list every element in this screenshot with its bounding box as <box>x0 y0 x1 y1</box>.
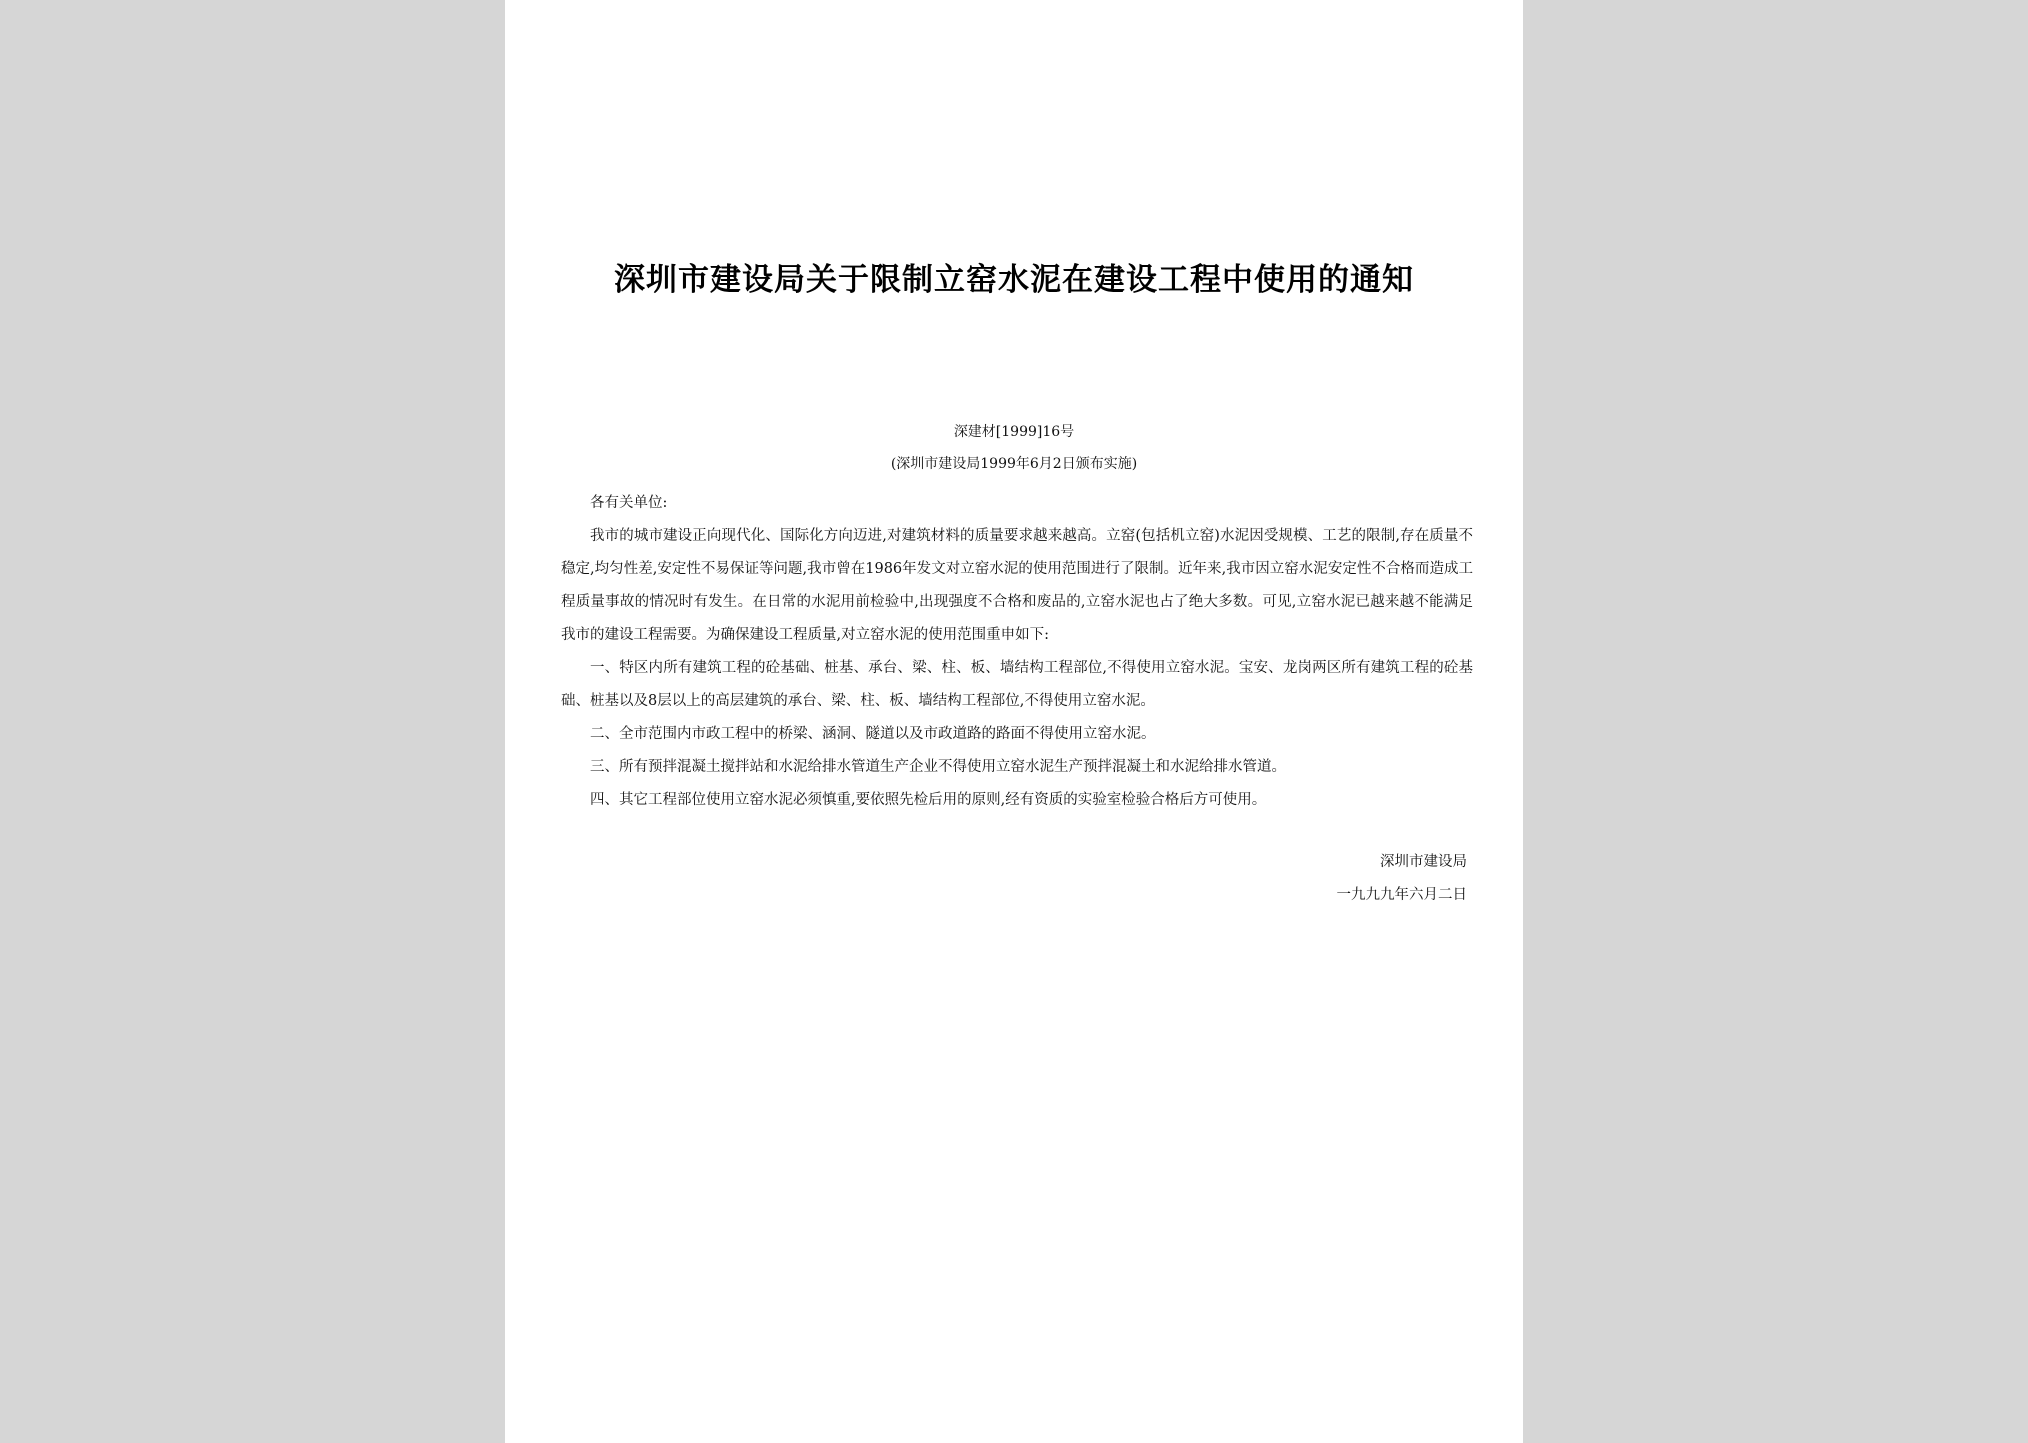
paragraph-item-4: 四、其它工程部位使用立窑水泥必须慎重,要依照先检后用的原则,经有资质的实验室检验合格后方可使用。 <box>590 792 1267 808</box>
signature-date: 一九九九年六月二日 <box>1336 887 1467 903</box>
document-body <box>561 487 1473 817</box>
document-title: 深圳市建设局关于限制立窑水泥在建设工程中使用的通知 <box>614 262 1414 298</box>
paragraph-item-2: 二、全市范围内市政工程中的桥梁、涵洞、隧道以及市政道路的路面不得使用立窑水泥。 <box>590 726 1156 742</box>
paragraph-item-1: 一、特区内所有建筑工程的砼基础、桩基、承台、梁、柱、板、墙结构工程部位,不得使用立窑水泥。宝安、龙岗两区所有建筑工程的砼基础、桩基以及8层以上的高层建筑的承台、梁、柱、板、墙结构工程部位,不得使用立窑水泥。 <box>561 660 1473 709</box>
salutation: 各有关单位: <box>590 495 668 511</box>
paragraph-item-3: 三、所有预拌混凝土搅拌站和水泥给排水管道生产企业不得使用立窑水泥生产预拌混凝土和水泥给排水管道。 <box>590 759 1286 775</box>
issued-note: (深圳市建设局1999年6月2日颁布实施) <box>890 456 1138 472</box>
document-page <box>505 0 1523 1443</box>
signature-block <box>1337 846 1468 912</box>
document-number: 深建材[1999]16号 <box>953 424 1075 440</box>
signature-issuer: 深圳市建设局 <box>1380 854 1467 870</box>
paragraph-intro: 我市的城市建设正向现代化、国际化方向迈进,对建筑材料的质量要求越来越高。立窑(包括机立窑)水泥因受规模、工艺的限制,存在质量不稳定,均匀性差,安定性不易保证等问题,我市曾在1986年发文对立窑水泥的使用范围进行了限制。近年来,我市因立窑水泥安定性不合格而造成工程质量事故的情况时有发生。在日常的水泥用前检验中,出现强度不合格和废品的,立窑水泥也占了绝大多数。可见,立窑水泥已越来越不能满足我市的建设工程需要。为确保建设工程质量,对立窑水泥的使用范围重申如下: <box>561 528 1473 643</box>
